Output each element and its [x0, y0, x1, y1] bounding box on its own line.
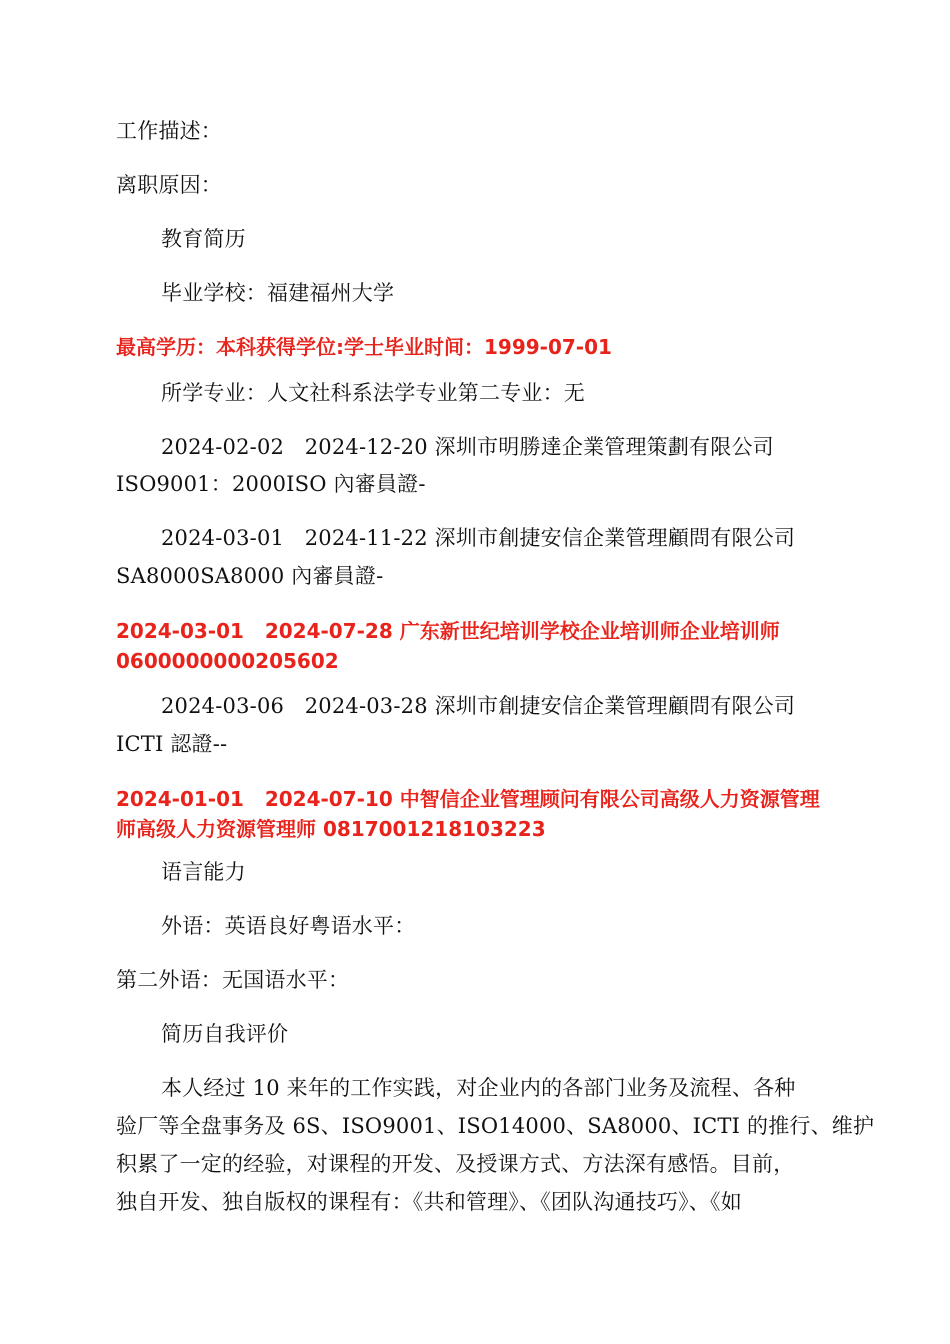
foreign-language-line: 外语：英语良好粤语水平：	[161, 914, 416, 938]
certificate-1-line-2: ISO9001：2000ISO 內審員證-	[116, 472, 426, 496]
education-heading: 教育简历	[161, 227, 246, 251]
job-description-label: 工作描述：	[116, 119, 222, 143]
certificate-1-line-1: 2024-02-02 2024-12-20 深圳市明勝達企業管理策劃有限公司	[161, 435, 774, 459]
school-line: 毕业学校：福建福州大学	[161, 281, 395, 305]
certificate-4-line-1: 2024-03-06 2024-03-28 深圳市創捷安信企業管理顧問有限公司	[161, 694, 796, 718]
certificate-5-line-2: 师高级人力资源管理师 0817001218103223	[116, 817, 546, 841]
certificate-4-line-2: ICTI 認證--	[116, 732, 228, 756]
self-evaluation-line-4: 独自开发、独自版权的课程有：《共和管理》、《团队沟通技巧》、《如	[116, 1190, 742, 1214]
second-language-line: 第二外语：无国语水平：	[116, 968, 350, 992]
certificate-2-line-2: SA8000SA8000 內審員證-	[116, 564, 384, 588]
self-evaluation-line-1: 本人经过 10 来年的工作实践，对企业内的各部门业务及流程、各种	[161, 1076, 796, 1100]
certificate-3-line-2: 0600000000205602	[116, 649, 339, 673]
major-line: 所学专业：人文社科系法学专业第二专业：无	[161, 381, 585, 405]
certificate-2-line-1: 2024-03-01 2024-11-22 深圳市創捷安信企業管理顧問有限公司	[161, 526, 796, 550]
certificate-5-line-1: 2024-01-01 2024-07-10 中智信企业管理顾问有限公司高级人力资源管理	[116, 787, 820, 811]
leave-reason-label: 离职原因：	[116, 173, 222, 197]
certificate-3-line-1: 2024-03-01 2024-07-28 广东新世纪培训学校企业培训师企业培训师	[116, 619, 780, 643]
self-evaluation-line-2: 验厂等全盘事务及 6S、ISO9001、ISO14000、SA8000、ICTI 的推行、维护	[116, 1114, 875, 1138]
highest-degree-line: 最高学历：本科获得学位:学士毕业时间：1999-07-01	[116, 335, 612, 359]
self-evaluation-heading: 简历自我评价	[161, 1022, 289, 1046]
self-evaluation-line-3: 积累了一定的经验，对课程的开发、及授课方式、方法深有感悟。目前，	[116, 1152, 795, 1176]
language-heading: 语言能力	[161, 860, 246, 884]
